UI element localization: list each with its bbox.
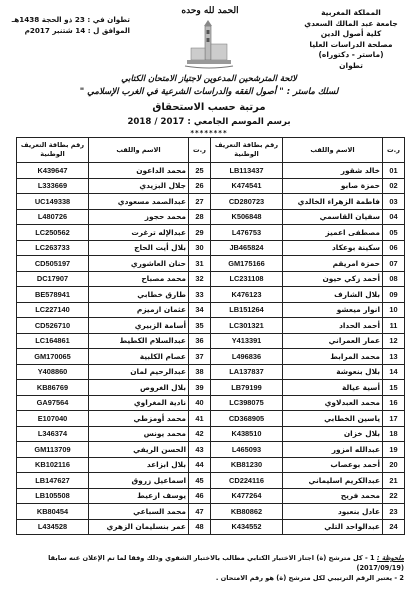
cell-name: طارق خطابي (89, 287, 189, 303)
cell-rank: 12 (383, 333, 405, 349)
table-row (17, 256, 405, 272)
stars-divider: ******** (190, 129, 228, 137)
cell-id: K474541 (211, 178, 283, 194)
cell-name: محمد مصباح (89, 271, 189, 287)
date-hijri: تطوان في : 23 ذو الحجة 1438هـ (11, 15, 130, 24)
cell-id: KB80454 (17, 504, 89, 520)
cell-name: بلال بنعوشة (283, 364, 383, 380)
cell-name: جلال البزيدي (89, 178, 189, 194)
col-id-header: رقم بطاقة التعريف الوطنية (211, 138, 283, 163)
cell-rank: 43 (189, 442, 211, 458)
cell-rank: 32 (189, 271, 211, 287)
cell-rank: 22 (383, 488, 405, 504)
cell-name: محمد المرابط (283, 349, 383, 365)
date-block (10, 14, 130, 36)
table-row (17, 504, 405, 520)
cell-id: UC149338 (17, 194, 89, 210)
table-row (17, 178, 405, 194)
table-row (17, 411, 405, 427)
cell-name: محمد حجوز (89, 209, 189, 225)
cell-name: حمزة امريقم (283, 256, 383, 272)
cell-id: DC17907 (17, 271, 89, 287)
cell-rank: 29 (189, 225, 211, 241)
university-logo (181, 20, 237, 70)
cell-rank: 37 (189, 349, 211, 365)
cell-name: محمد فريح (283, 488, 383, 504)
cell-rank: 46 (189, 488, 211, 504)
cell-id: KB86769 (17, 380, 89, 396)
header-line: المملكة المغربية (321, 8, 381, 17)
cell-rank: 16 (383, 395, 405, 411)
table-row (17, 488, 405, 504)
cell-name: فاطمة الزهراء الخالدي (283, 194, 383, 210)
table-row (17, 271, 405, 287)
cell-rank: 28 (189, 209, 211, 225)
cell-name: عمار العمراني (283, 333, 383, 349)
cell-id: CD280723 (211, 194, 283, 210)
cell-rank: 13 (383, 349, 405, 365)
cell-id: L476753 (211, 225, 283, 241)
table-row (17, 426, 405, 442)
cell-id: CD224116 (211, 473, 283, 489)
cell-id: L434528 (17, 519, 89, 535)
cell-rank: 19 (383, 442, 405, 458)
cell-name: نادية المغراوي (89, 395, 189, 411)
col-rank-header: ر.ت (189, 138, 211, 163)
header-line: كلية أصول الدين (320, 29, 382, 38)
cell-name: الحسن الريفي (89, 442, 189, 458)
cell-rank: 01 (383, 163, 405, 179)
note-1 (16, 553, 404, 573)
table-header-row (17, 138, 405, 163)
col-name-header: الاسم واللقب (89, 138, 189, 163)
cell-id: K439647 (17, 163, 89, 179)
cell-name: عادل بنعبود (283, 504, 383, 520)
cell-id: K506848 (211, 209, 283, 225)
cell-name: عبدالكريم اسليماني (283, 473, 383, 489)
cell-id: K477264 (211, 488, 283, 504)
col-name-header: الاسم واللقب (283, 138, 383, 163)
cell-name: سكينة بوعكاد (283, 240, 383, 256)
cell-name: بلال ابزاعد (89, 457, 189, 473)
note-2: 2 - يعتبر الرقم الترتيبي لكل مترشح (ة) هو رقم الامتحان . (215, 574, 404, 582)
table-row (17, 364, 405, 380)
cell-id: E107040 (17, 411, 89, 427)
table-row (17, 380, 405, 396)
cell-rank: 23 (383, 504, 405, 520)
cell-id: LC301321 (211, 318, 283, 334)
cell-name: محمد يونس (89, 426, 189, 442)
cell-id: CD526710 (17, 318, 89, 334)
notes-lead: ملحوظة : (376, 554, 404, 562)
cell-name: حنان العاشوري (89, 256, 189, 272)
cell-rank: 47 (189, 504, 211, 520)
cell-id: GM175166 (211, 256, 283, 272)
cell-name: أسية عيالة (283, 380, 383, 396)
cell-id: L333669 (17, 178, 89, 194)
cell-rank: 20 (383, 457, 405, 473)
cell-id: GA97564 (17, 395, 89, 411)
cell-rank: 48 (189, 519, 211, 535)
header-line: (ماستر - دكتوراه) (318, 50, 384, 59)
ranking-subtitle: مرتبة حسب الاستحقاق (152, 102, 266, 113)
cell-name: بلال الشارف (283, 287, 383, 303)
col-id-header: رقم بطاقة التعريف الوطنية (17, 138, 89, 163)
cell-name: محمد أومزطي (89, 411, 189, 427)
cell-id: L496836 (211, 349, 283, 365)
cell-rank: 17 (383, 411, 405, 427)
page-heading-praise: الحمد لله وحده (181, 6, 239, 16)
cell-name: عثمان ازميزم (89, 302, 189, 318)
cell-id: LC263733 (17, 240, 89, 256)
table-row (17, 318, 405, 334)
notes-section (16, 553, 404, 583)
note-1-text: 1 - كل مترشح (ة) اجتاز الاختبار الكتابي مطالب بالاختبار الشفوي وذلك وفقا لما تم الإعلان عنه سابقا (2017/09/19) (48, 554, 404, 572)
cell-name: محمد السباعي (89, 504, 189, 520)
cell-id: LB147627 (17, 473, 89, 489)
table-row (17, 225, 405, 241)
cell-rank: 21 (383, 473, 405, 489)
cell-id: L480726 (17, 209, 89, 225)
cell-name: عبدالإله ترغرت (89, 225, 189, 241)
cell-name: بلال خزان (283, 426, 383, 442)
table-row (17, 194, 405, 210)
cell-rank: 30 (189, 240, 211, 256)
cell-rank: 15 (383, 380, 405, 396)
institution-header (292, 8, 410, 71)
cell-rank: 45 (189, 473, 211, 489)
cell-rank: 10 (383, 302, 405, 318)
date-gregorian: الموافق ل : 14 شتنبر 2017م (24, 26, 130, 35)
cell-id: LB113437 (211, 163, 283, 179)
cell-name: حمزة صابو (283, 178, 383, 194)
col-rank-header: ر.ت (383, 138, 405, 163)
cell-name: عبدالسلام الكطيط (89, 333, 189, 349)
cell-id: LC227140 (17, 302, 89, 318)
cell-id: JB465824 (211, 240, 283, 256)
cell-rank: 09 (383, 287, 405, 303)
table-row (17, 302, 405, 318)
table-row (17, 457, 405, 473)
cell-rank: 27 (189, 194, 211, 210)
cell-rank: 35 (189, 318, 211, 334)
cell-name: بلال أيت الحاج (89, 240, 189, 256)
cell-name: عبدالواحد التلي (283, 519, 383, 535)
cell-id: LA137837 (211, 364, 283, 380)
cell-rank: 44 (189, 457, 211, 473)
academic-year: برسم الموسم الجامعي : 2017 / 2018 (127, 117, 291, 127)
cell-rank: 05 (383, 225, 405, 241)
cell-name: أسامة الزبيري (89, 318, 189, 334)
table-row (17, 395, 405, 411)
cell-name: بلال الغروص (89, 380, 189, 396)
cell-id: CD505197 (17, 256, 89, 272)
cell-id: L465093 (211, 442, 283, 458)
cell-rank: 14 (383, 364, 405, 380)
header-line: تطوان (339, 60, 363, 70)
cell-rank: 08 (383, 271, 405, 287)
cell-rank: 42 (189, 426, 211, 442)
cell-rank: 41 (189, 411, 211, 427)
cell-name: أحمد بوعصاب (283, 457, 383, 473)
cell-name: ياسين الخطابي (283, 411, 383, 427)
table-row (17, 333, 405, 349)
master-program-title: لسلك ماستر : " أصول الفقه والدراسات الشرعية في الغرب الإسلامي " (79, 87, 339, 97)
cell-rank: 40 (189, 395, 211, 411)
cell-id: LB105508 (17, 488, 89, 504)
cell-id: LC231108 (211, 271, 283, 287)
cell-rank: 33 (189, 287, 211, 303)
list-title: لائحة المترشحين المدعوين لاجتياز الامتحان الكتابي (121, 73, 297, 83)
table-row (17, 240, 405, 256)
header-line: جامعة عبد المالك السعدي (304, 18, 398, 28)
cell-name: عبدالله امزور (283, 442, 383, 458)
cell-rank: 25 (189, 163, 211, 179)
cell-id: GM170065 (17, 349, 89, 365)
candidates-table (16, 137, 405, 535)
cell-rank: 06 (383, 240, 405, 256)
table-row (17, 163, 405, 179)
cell-rank: 38 (189, 364, 211, 380)
cell-id: K434552 (211, 519, 283, 535)
cell-rank: 11 (383, 318, 405, 334)
cell-rank: 31 (189, 256, 211, 272)
cell-id: LC164861 (17, 333, 89, 349)
table-row (17, 473, 405, 489)
cell-name: أحمد الحداد (283, 318, 383, 334)
table-row (17, 287, 405, 303)
table-row (17, 442, 405, 458)
cell-rank: 34 (189, 302, 211, 318)
cell-name: يوسف ازعيط (89, 488, 189, 504)
cell-name: سفيان القاسمي (283, 209, 383, 225)
cell-rank: 39 (189, 380, 211, 396)
cell-rank: 26 (189, 178, 211, 194)
cell-id: CD368905 (211, 411, 283, 427)
cell-id: BE578941 (17, 287, 89, 303)
cell-id: LB79199 (211, 380, 283, 396)
table-row (17, 209, 405, 225)
cell-name: مصطفى اعميز (283, 225, 383, 241)
cell-id: Y413391 (211, 333, 283, 349)
cell-id: K438510 (211, 426, 283, 442)
cell-rank: 18 (383, 426, 405, 442)
cell-name: عبدالصمد مسعودي (89, 194, 189, 210)
cell-name: محمد الداعون (89, 163, 189, 179)
cell-id: Y408860 (17, 364, 89, 380)
cell-id: KB102116 (17, 457, 89, 473)
cell-rank: 07 (383, 256, 405, 272)
cell-rank: 24 (383, 519, 405, 535)
cell-id: KB81230 (211, 457, 283, 473)
cell-id: LB151264 (211, 302, 283, 318)
cell-id: LC250562 (17, 225, 89, 241)
cell-rank: 03 (383, 194, 405, 210)
cell-name: انوار ميعشو (283, 302, 383, 318)
cell-name: خالد شقور (283, 163, 383, 179)
cell-name: عصام الكلبية (89, 349, 189, 365)
cell-id: KB80862 (211, 504, 283, 520)
cell-rank: 36 (189, 333, 211, 349)
cell-name: عمر بنسليمان الزهري (89, 519, 189, 535)
cell-name: أحمد زكي حيون (283, 271, 383, 287)
cell-rank: 04 (383, 209, 405, 225)
cell-rank: 02 (383, 178, 405, 194)
table-row (17, 349, 405, 365)
cell-name: محمد العبدلاوي (283, 395, 383, 411)
cell-id: GM113709 (17, 442, 89, 458)
cell-id: L346374 (17, 426, 89, 442)
cell-name: عبدالرحيم لمان (89, 364, 189, 380)
cell-id: K476123 (211, 287, 283, 303)
table-row (17, 519, 405, 535)
header-line: مصلحة الدراسات العليا (309, 39, 393, 49)
cell-name: اسماعيل زروق (89, 473, 189, 489)
cell-id: LC398075 (211, 395, 283, 411)
